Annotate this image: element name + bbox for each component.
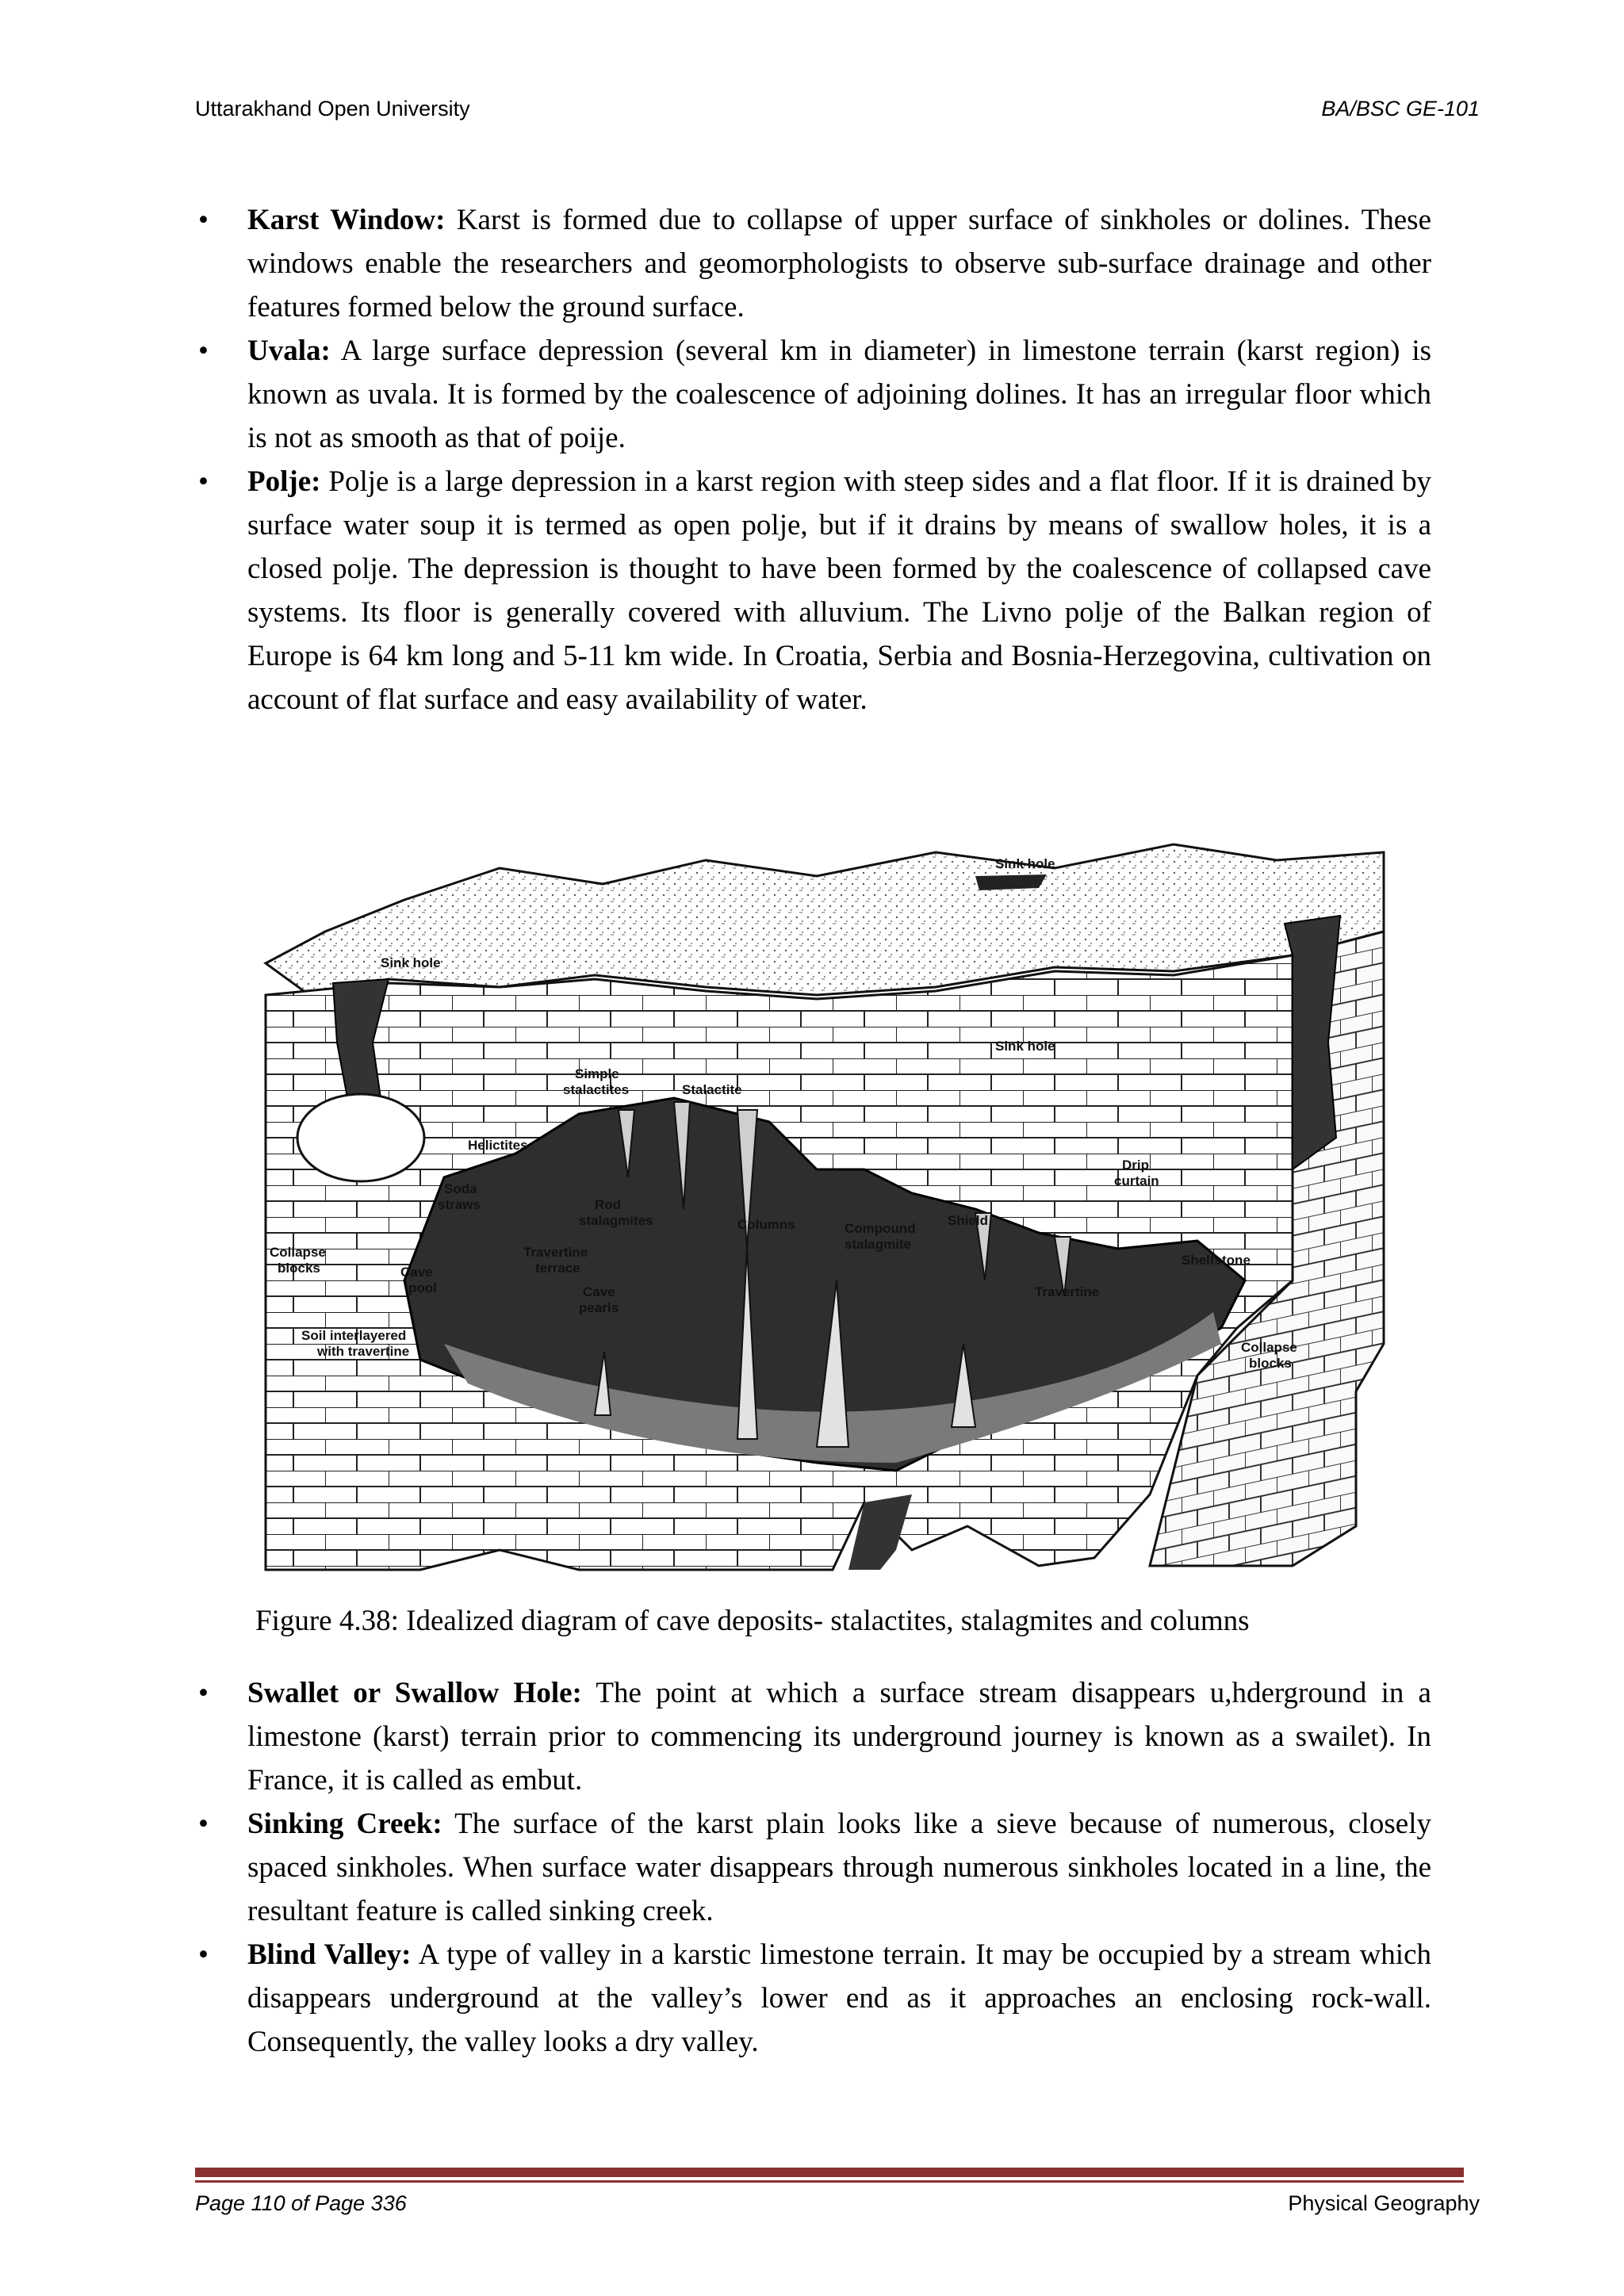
label-collapse-blocks-left: Collapse [270, 1245, 326, 1260]
svg-text:Compound [845, 1221, 916, 1236]
svg-text:with travertine [316, 1344, 409, 1359]
svg-text:Sink hole [995, 1039, 1055, 1054]
bullet-item-sinking-creek [198, 1802, 1431, 1933]
svg-text:Helictites [468, 1138, 528, 1153]
page-footer [195, 2191, 1480, 2223]
label-helictites: Helictites [468, 1138, 528, 1153]
svg-text:stalactites [563, 1082, 629, 1097]
label-sink-hole-left: Sink hole [381, 955, 441, 970]
svg-text:blocks [1249, 1356, 1292, 1371]
label-travertine: Travertine [1035, 1284, 1100, 1299]
bullet-list-bottom [198, 1671, 1431, 2064]
bullet-item-swallow-hole [198, 1671, 1431, 1802]
header-course-code: BA/BSC GE-101 [1321, 97, 1480, 121]
bullet-term: Karst Window: [247, 204, 446, 236]
svg-text:Sink hole [995, 856, 1055, 871]
label-columns: Columns [737, 1217, 795, 1232]
svg-text:Rod [595, 1197, 621, 1212]
label-sink-hole-top: Sink hole [995, 856, 1055, 871]
label-cave-pool-line2: pool [408, 1280, 437, 1295]
bullet-text: A large surface depression (several km in diameter) in limestone terrain (karst region) is known as uvala. It is formed by the coalescence of adjoining dolines. It has an irregular floor which is not as smooth as that of poije. [247, 335, 1431, 454]
svg-text:Simple [575, 1066, 619, 1081]
footer-divider [195, 2168, 1464, 2177]
bullet-term: Uvala: [247, 335, 331, 367]
bullet-item-uvala [198, 329, 1431, 460]
label-simple-stalactites-line2: stalactites [563, 1082, 630, 1097]
bullet-icon: • [198, 204, 209, 236]
bullet-icon: • [198, 1938, 209, 1971]
label-drip-curtain: Drip [1122, 1158, 1149, 1173]
label-shelfstone: Shelfstone [1182, 1253, 1251, 1268]
label-cave-pearls-line2: pearls [579, 1300, 619, 1315]
label-cave-pearls: Cave [583, 1284, 615, 1299]
svg-text:Soda [444, 1181, 477, 1196]
svg-text:pearls [579, 1300, 619, 1315]
bullet-item-karst-window [198, 198, 1431, 329]
bullet-icon: • [198, 1808, 209, 1840]
label-travertine-terrace: Travertine [523, 1245, 588, 1260]
label-soda-straws-line2: straws [438, 1197, 481, 1212]
svg-text:stalagmite [845, 1237, 911, 1252]
label-simple-stalactites: Simple [575, 1066, 619, 1081]
label-compound-stalagmite-line2: stalagmite [845, 1237, 912, 1252]
bullet-text: A type of valley in a karstic limestone terrain. It may be occupied by a stream which disappears underground at the valley’s lower end as it approaches an enclosing rock-wall. Consequently, the valley looks a dry valley. [247, 1938, 1431, 2058]
svg-text:pool [408, 1280, 437, 1295]
svg-text:Soil interlayered [301, 1328, 406, 1343]
bullet-list-top [198, 198, 1431, 721]
svg-text:Drip [1122, 1158, 1149, 1173]
svg-text:Cave [400, 1265, 433, 1280]
header-university: Uttarakhand Open University [195, 97, 470, 121]
svg-text:Shield [948, 1213, 988, 1228]
label-stalactite: Stalactite [682, 1082, 742, 1097]
svg-text:Travertine [1035, 1284, 1099, 1299]
label-shield: Shield [948, 1213, 989, 1228]
label-soda-straws: Soda [444, 1181, 477, 1196]
bullet-term: Swallet or Swallow Hole: [247, 1677, 582, 1709]
svg-text:Collapse [270, 1245, 326, 1260]
svg-text:Shelfstone [1182, 1253, 1251, 1268]
bullet-icon: • [198, 335, 209, 367]
bullet-text: The surface of the karst plain looks like a sieve because of numerous, closely spaced sinkholes. When surface water disappears through numerous sinkholes located in a line, the resultant feature is called sinking creek. [247, 1808, 1431, 1927]
collapse-blocks-left [297, 1094, 424, 1181]
bullet-term: Polje: [247, 465, 321, 498]
cave-deposits-figure [262, 836, 1388, 1574]
sink-hole-top [975, 874, 1047, 890]
page-header [195, 97, 1480, 128]
figure-caption: Figure 4.38: Idealized diagram of cave deposits- stalactites, stalagmites and columns [255, 1605, 1250, 1637]
svg-text:blocks [278, 1261, 320, 1276]
label-soil-interlayered-line2: with travertine [317, 1344, 410, 1359]
svg-text:Stalactite [682, 1082, 742, 1097]
footer-page-number: Page 110 of Page 336 [195, 2191, 407, 2215]
label-travertine-terrace-line2: terrace [535, 1261, 580, 1276]
bullet-icon: • [198, 465, 209, 498]
bullet-item-blind-valley [198, 1933, 1431, 2064]
label-cave-pool: Cave [400, 1265, 433, 1280]
svg-text:Columns [737, 1217, 795, 1232]
bullet-item-polje [198, 460, 1431, 721]
svg-text:Cave [583, 1284, 615, 1299]
svg-text:stalagmites [579, 1213, 653, 1228]
label-soil-interlayered: Soil interlayered [301, 1328, 407, 1343]
bullet-text: Karst is formed due to collapse of upper surface of sinkholes or dolines. These windows enable the researchers and geomorphologists to observe sub-surface drainage and other features formed below the ground surface. [247, 204, 1432, 323]
label-collapse-blocks-left-line2: blocks [278, 1261, 320, 1276]
label-rod-stalagmites-line2: stalagmites [579, 1213, 653, 1228]
svg-text:curtain [1114, 1173, 1159, 1188]
svg-text:straws [438, 1197, 481, 1212]
svg-text:terrace [535, 1261, 580, 1276]
cave-diagram-svg [262, 836, 1388, 1574]
label-sink-hole-right: Sink hole [995, 1039, 1055, 1054]
label-compound-stalagmite: Compound [845, 1221, 916, 1236]
svg-text:Sink hole [381, 955, 441, 970]
label-rod-stalagmites: Rod [595, 1197, 622, 1212]
svg-text:Collapse [1241, 1340, 1297, 1355]
label-collapse-blocks-right-line2: blocks [1249, 1356, 1292, 1371]
bullet-text: Polje is a large depression in a karst region with steep sides and a flat floor. If it is drained by surface water soup it is termed as open polje, but if it drains by means of swallow holes, it is a closed polje. The depression is thought to have been formed by the coalescence of collapsed cave systems. Its floor is generally covered with alluvium. The Livno polje of the Balkan region of Europe is 64 km long and 5-11 km wide. In Croatia, Serbia and Bosnia-Herzegovina, cultivation on account of flat surface and easy availability of water. [247, 465, 1431, 716]
bullet-term: Sinking Creek: [247, 1808, 442, 1840]
footer-divider-thin [195, 2180, 1464, 2183]
svg-text:Travertine [523, 1245, 588, 1260]
bullet-term: Blind Valley: [247, 1938, 412, 1971]
bullet-text: The point at which a surface stream disappears u,hderground in a limestone (karst) terrain prior to commencing its underground journey is known as a swailet). In France, it is called as embut. [247, 1677, 1431, 1797]
label-collapse-blocks-right: Collapse [1241, 1340, 1297, 1355]
label-drip-curtain-line2: curtain [1114, 1173, 1159, 1188]
footer-subject: Physical Geography [1288, 2191, 1480, 2215]
bullet-icon: • [198, 1677, 209, 1709]
